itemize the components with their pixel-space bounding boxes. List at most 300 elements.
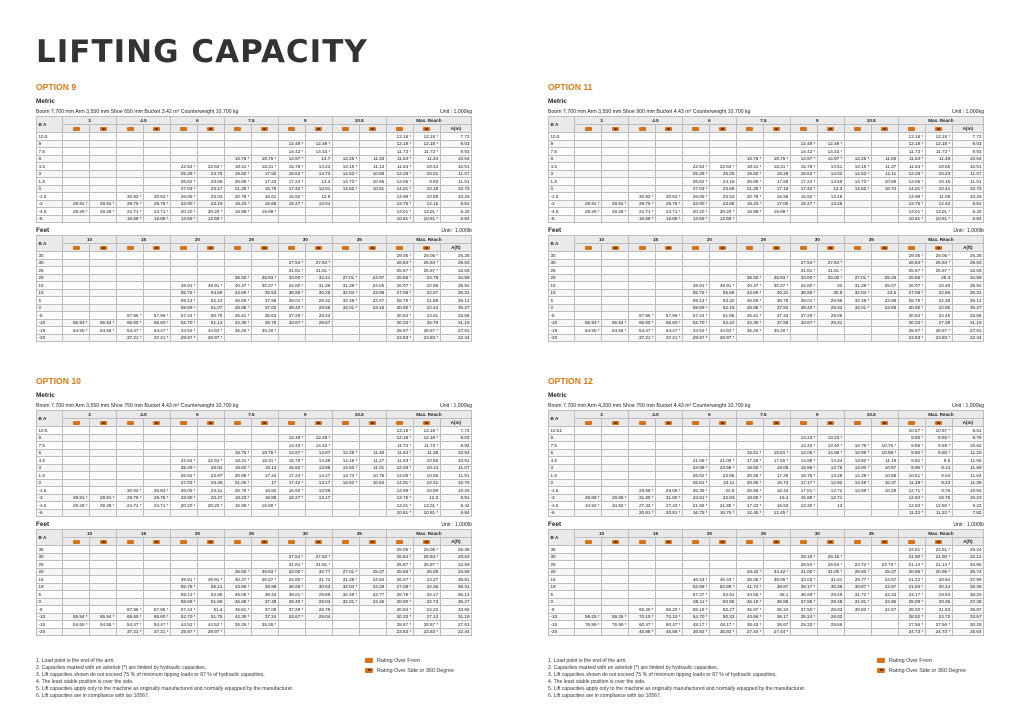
capacity-cell	[117, 464, 144, 472]
capacity-cell: 26.82 *	[170, 472, 197, 480]
capacity-cell	[602, 252, 629, 260]
capacity-cell: 19.23 *	[224, 494, 251, 502]
capacity-cell	[305, 215, 332, 223]
rating-over-side-icon	[881, 540, 888, 544]
capacity-cell	[575, 297, 602, 305]
rating-over-side-icon	[935, 540, 942, 544]
capacity-cell	[602, 282, 629, 290]
side-icon-cell	[602, 538, 629, 546]
capacity-cell: 29.54 *	[817, 561, 844, 569]
capacity-cell	[251, 553, 278, 561]
capacity-cell	[197, 546, 224, 554]
capacity-cell: 31.80 *	[629, 494, 656, 502]
capacity-cell: 30.38	[817, 583, 844, 591]
capacity-cell: 16.75 *	[251, 155, 278, 163]
capacity-cell	[332, 327, 359, 335]
column-header-reach: 3	[575, 117, 629, 125]
capacity-cell: 26.84 *	[413, 553, 440, 561]
capacity-cell: 27.01 *	[332, 568, 359, 576]
notes-right	[548, 658, 805, 699]
capacity-cell: 11.56	[871, 155, 898, 163]
column-header-max-reach: Max. Reach	[898, 117, 983, 125]
capacity-cell: 54.47 *	[656, 327, 683, 335]
row-height-label: 1.5	[37, 472, 63, 480]
capacity-cell	[197, 509, 224, 517]
capacity-cell	[359, 267, 386, 275]
capacity-cell: 22.44	[440, 628, 471, 636]
row-height-label: 6	[549, 155, 575, 163]
capacity-cell: 23.83 *	[413, 334, 440, 342]
capacity-cell	[90, 561, 117, 569]
capacity-cell	[602, 472, 629, 480]
table-row	[37, 621, 472, 629]
capacity-cell: 35.26 *	[251, 327, 278, 335]
capacity-cell	[602, 546, 629, 554]
capacity-cell: 50.27	[709, 606, 736, 614]
capacity-cell: 52.88 *	[709, 583, 736, 591]
row-height-label: -4.5	[549, 502, 575, 510]
capacity-cell: 52.70 *	[170, 319, 197, 327]
table-row	[549, 282, 984, 290]
capacity-cell: 37.21 *	[117, 334, 144, 342]
capacity-cell: 31.81 *	[790, 267, 817, 275]
capacity-cell	[575, 598, 602, 606]
capacity-cell	[629, 252, 656, 260]
row-height-label: 30	[37, 259, 63, 267]
capacity-cell: 55.68	[709, 289, 736, 297]
capacity-cell	[305, 208, 332, 216]
capacity-cell	[790, 208, 817, 216]
capacity-cell	[602, 170, 629, 178]
capacity-cell: 9.04	[925, 472, 952, 480]
capacity-cell: 36.65 *	[278, 583, 305, 591]
rating-over-front-icon	[127, 246, 134, 250]
capacity-cell	[656, 170, 683, 178]
capacity-cell: 18.13	[251, 464, 278, 472]
capacity-cell: 14.43 *	[790, 148, 817, 156]
capacity-cell	[871, 509, 898, 517]
front-icon-cell	[63, 125, 90, 133]
column-header-reach: 35	[332, 236, 386, 244]
capacity-cell	[197, 561, 224, 569]
capacity-cell	[817, 334, 844, 342]
legend-front-label: Rating Over Front	[377, 658, 420, 664]
capacity-cell: 11.64 *	[386, 449, 413, 457]
capacity-cell	[170, 133, 197, 141]
capacity-cell	[359, 334, 386, 342]
capacity-cell: 11.73 *	[386, 148, 413, 156]
capacity-cell	[602, 185, 629, 193]
capacity-cell: 52.70 *	[170, 613, 197, 621]
capacity-cell: 27.13	[413, 613, 440, 621]
capacity-cell: 10.23	[925, 170, 952, 178]
capacity-cell: 10.99	[413, 487, 440, 495]
capacity-cell: 15.27 *	[278, 494, 305, 502]
capacity-cell: 36.13	[440, 591, 471, 599]
rating-over-side-icon	[719, 421, 726, 425]
capacity-cell: 28.67 *	[413, 327, 440, 335]
capacity-cell: 30.63	[305, 583, 332, 591]
column-header-max-reach: Max. Reach	[898, 236, 983, 244]
capacity-cell: 38.40 *	[278, 304, 305, 312]
capacity-cell	[170, 568, 197, 576]
capacity-cell: 30.87 *	[844, 583, 871, 591]
capacity-cell	[602, 598, 629, 606]
capacity-cell: 17.24 *	[278, 178, 305, 186]
capacity-cell	[629, 553, 656, 561]
capacity-cell: 28.67 *	[925, 327, 952, 335]
row-height-label: 4.5	[37, 163, 63, 171]
capacity-cell: 17.44	[251, 472, 278, 480]
capacity-cell: 28.03	[817, 613, 844, 621]
capacity-cell: 40.37 *	[251, 282, 278, 290]
capacity-cell: 29.91 *	[602, 200, 629, 208]
table-row	[37, 334, 472, 342]
capacity-cell: 13.18 *	[898, 133, 925, 141]
column-header-reach: 3	[63, 117, 117, 125]
capacity-cell	[144, 576, 171, 584]
capacity-cell: 13.89	[305, 464, 332, 472]
capacity-cell	[359, 252, 386, 260]
table-icon-row	[549, 125, 984, 133]
column-header-reach: 20	[170, 530, 224, 538]
capacity-cell	[656, 267, 683, 275]
capacity-cell: 39.53	[251, 289, 278, 297]
capacity-cell: 22.07	[413, 289, 440, 297]
capacity-cell: 29.28 *	[90, 502, 117, 510]
capacity-cell	[682, 561, 709, 569]
capacity-cell	[90, 304, 117, 312]
capacity-cell: 33.67 *	[278, 613, 305, 621]
capacity-cell: 29.97 *	[197, 334, 224, 342]
legend-side	[365, 666, 454, 676]
rating-over-front-icon	[585, 421, 592, 425]
column-header-distance: A(ft)	[952, 538, 983, 546]
row-height-label: -20	[37, 628, 63, 636]
column-header-reach: 3	[575, 411, 629, 419]
side-icon-cell	[817, 538, 844, 546]
capacity-cell: 13.18 *	[413, 133, 440, 141]
row-height-label: -20	[37, 334, 63, 342]
rating-over-front-icon	[854, 127, 861, 131]
capacity-cell	[63, 215, 90, 223]
capacity-cell: 10.67 *	[925, 427, 952, 435]
capacity-cell	[763, 434, 790, 442]
capacity-cell: 11.55	[952, 457, 983, 465]
capacity-cell	[682, 140, 709, 148]
unit-label-lb: Unit : 1,000lb	[441, 228, 472, 234]
capacity-cell: 12.15	[413, 200, 440, 208]
capacity-cell: 12.49 *	[278, 434, 305, 442]
column-header-distance: A(m)	[440, 419, 471, 427]
capacity-cell: 65.94 *	[602, 319, 629, 327]
capacity-cell	[90, 259, 117, 267]
capacity-cell	[602, 583, 629, 591]
capacity-cell: 13.50 *	[844, 457, 871, 465]
rating-over-front-icon	[365, 658, 373, 663]
capacity-cell	[197, 133, 224, 141]
row-height-label: 3	[549, 170, 575, 178]
capacity-cell: 14.73 *	[844, 178, 871, 186]
capacity-cell: 33.00 *	[278, 568, 305, 576]
row-height-label: 20	[549, 274, 575, 282]
capacity-cell	[682, 568, 709, 576]
capacity-cell: 10.75	[952, 185, 983, 193]
capacity-cell	[871, 427, 898, 435]
row-height-label: 6	[37, 449, 63, 457]
column-header-reach: 15	[117, 530, 171, 538]
capacity-cell: 9.93	[440, 148, 471, 156]
capacity-cell: 16.82	[251, 487, 278, 495]
capacity-cell: 7.82	[952, 509, 983, 517]
capacity-cell	[629, 289, 656, 297]
capacity-cell: 27.54 *	[817, 259, 844, 267]
capacity-cell: 13.01	[305, 200, 332, 208]
table-row	[549, 215, 984, 223]
front-icon-cell	[682, 125, 709, 133]
capacity-cell: 11.73 *	[413, 148, 440, 156]
feet-capacity-table	[36, 235, 472, 342]
metric-section-title: Metric	[548, 98, 567, 105]
capacity-cell	[170, 546, 197, 554]
capacity-cell: 26.07 *	[386, 576, 413, 584]
capacity-cell	[844, 252, 871, 260]
capacity-cell: 30.33 *	[386, 613, 413, 621]
front-icon-cell	[629, 125, 656, 133]
capacity-cell	[305, 628, 332, 636]
rating-over-side-icon	[773, 421, 780, 425]
capacity-cell	[709, 449, 736, 457]
capacity-cell	[197, 449, 224, 457]
capacity-cell: 54.47 *	[117, 327, 144, 335]
rating-over-side-icon	[612, 246, 619, 250]
capacity-cell	[144, 252, 171, 260]
side-icon-cell	[871, 538, 898, 546]
capacity-cell: 21.14 *	[898, 561, 925, 569]
front-icon-cell	[386, 538, 413, 546]
capacity-cell	[656, 297, 683, 305]
capacity-cell: 49.91 *	[682, 282, 709, 290]
capacity-cell: 27.08 *	[386, 289, 413, 297]
capacity-cell	[575, 155, 602, 163]
capacity-cell: 23.45	[197, 479, 224, 487]
rating-over-front-icon	[908, 127, 915, 131]
capacity-cell	[656, 427, 683, 435]
row-height-label: -15	[37, 621, 63, 629]
capacity-cell	[332, 606, 359, 614]
capacity-cell: 22.38	[925, 297, 952, 305]
side-icon-cell	[305, 125, 332, 133]
row-height-label: -5	[37, 312, 63, 320]
capacity-cell: 16.92 *	[790, 193, 817, 201]
capacity-cell	[170, 259, 197, 267]
option-title: OPTION 10	[36, 376, 81, 386]
front-icon-cell	[844, 538, 871, 546]
capacity-cell	[63, 576, 90, 584]
capacity-cell: 16.62 *	[278, 464, 305, 472]
capacity-cell	[736, 252, 763, 260]
capacity-cell: 25.87 *	[925, 267, 952, 275]
row-height-label: 10	[549, 289, 575, 297]
front-icon-cell	[736, 419, 763, 427]
table-row	[549, 457, 984, 465]
capacity-cell: 28.79 *	[386, 591, 413, 599]
capacity-cell: 10.26	[952, 193, 983, 201]
capacity-cell: 27.38	[925, 319, 952, 327]
row-height-label: -10	[37, 319, 63, 327]
table-icon-row	[37, 244, 472, 252]
capacity-cell: 14.52 *	[332, 479, 359, 487]
capacity-cell	[575, 628, 602, 636]
capacity-cell	[90, 449, 117, 457]
capacity-cell: 14.97 *	[278, 449, 305, 457]
capacity-cell: 23.99	[871, 297, 898, 305]
capacity-cell	[144, 591, 171, 599]
capacity-cell: 36.93 *	[224, 568, 251, 576]
metric-section-title: Metric	[36, 98, 55, 105]
capacity-cell	[359, 148, 386, 156]
capacity-cell	[709, 148, 736, 156]
capacity-cell: 11.01	[440, 472, 471, 480]
capacity-cell	[602, 155, 629, 163]
row-height-label: 25	[37, 267, 63, 275]
capacity-cell: 12.71	[817, 494, 844, 502]
front-icon-cell	[736, 125, 763, 133]
capacity-cell	[359, 628, 386, 636]
capacity-cell: 31.28 *	[844, 282, 871, 290]
capacity-cell	[197, 140, 224, 148]
capacity-cell: 11.83 *	[898, 163, 925, 171]
capacity-cell	[224, 561, 251, 569]
capacity-cell: 29.63	[440, 553, 471, 561]
metric-capacity-table	[548, 116, 984, 223]
capacity-cell	[197, 427, 224, 435]
capacity-cell	[656, 457, 683, 465]
row-height-label: 6	[549, 449, 575, 457]
rating-over-side-icon	[315, 421, 322, 425]
capacity-cell	[656, 442, 683, 450]
rating-over-side-icon	[315, 246, 322, 250]
capacity-cell	[575, 133, 602, 141]
table-row	[549, 553, 984, 561]
capacity-cell: 26.07 *	[898, 282, 925, 290]
capacity-cell: 26.39 *	[682, 487, 709, 495]
column-header-reach: 15	[629, 530, 683, 538]
column-header-reach: 4.5	[629, 117, 683, 125]
capacity-cell: 22.44	[413, 304, 440, 312]
capacity-cell: 26.84 *	[898, 259, 925, 267]
capacity-cell: 14.19 *	[332, 457, 359, 465]
capacity-cell	[63, 561, 90, 569]
rating-over-front-icon	[288, 246, 295, 250]
table-row	[549, 178, 984, 186]
capacity-cell	[656, 553, 683, 561]
footnote: 5. Lift capacities apply only to the machine as originally manufactured and normally equipped by the manufacturer.	[548, 685, 806, 692]
capacity-cell	[359, 621, 386, 629]
row-height-label: -4.5	[37, 502, 63, 510]
capacity-cell	[63, 591, 90, 599]
capacity-cell: 12.49 *	[790, 140, 817, 148]
table-row	[37, 479, 472, 487]
capacity-cell	[90, 215, 117, 223]
capacity-cell	[144, 598, 171, 606]
table-row	[549, 509, 984, 517]
capacity-cell	[117, 553, 144, 561]
column-header-max-reach: Max. Reach	[386, 411, 471, 419]
capacity-cell	[763, 561, 790, 569]
capacity-cell: 32.48 *	[844, 297, 871, 305]
capacity-cell: 17.92	[251, 170, 278, 178]
capacity-cell	[575, 334, 602, 342]
capacity-cell: 57.44 *	[682, 312, 709, 320]
rating-over-side-icon	[827, 246, 834, 250]
row-height-label: 3	[37, 170, 63, 178]
row-height-label: 10.51	[549, 427, 575, 435]
capacity-cell: 65.94 *	[90, 613, 117, 621]
table-icon-row	[549, 419, 984, 427]
feet-section-header	[36, 521, 472, 529]
rating-over-side-icon	[423, 421, 430, 425]
table-row	[37, 140, 472, 148]
capacity-cell	[871, 494, 898, 502]
capacity-cell: 23.53	[709, 193, 736, 201]
capacity-cell: 65.60 *	[117, 613, 144, 621]
capacity-cell: 65.20 *	[656, 606, 683, 614]
capacity-cell: 17.42 *	[278, 185, 305, 193]
rating-over-front-icon	[288, 540, 295, 544]
capacity-cell: 31.19	[440, 319, 471, 327]
capacity-cell	[359, 502, 386, 510]
table-row	[549, 502, 984, 510]
capacity-cell: 13.01 *	[386, 502, 413, 510]
capacity-cell: 35.26 *	[224, 621, 251, 629]
rating-over-front-icon	[73, 246, 80, 250]
table-icon-row	[37, 419, 472, 427]
row-height-label: 1.5	[37, 178, 63, 186]
capacity-cell: 26.88 *	[602, 494, 629, 502]
capacity-cell: 64.55 *	[602, 327, 629, 335]
side-icon-cell	[359, 244, 386, 252]
rating-over-front-icon	[127, 540, 134, 544]
capacity-cell: 22.95	[925, 304, 952, 312]
column-header-reach: 35	[844, 236, 898, 244]
capacity-cell: 13.76 *	[386, 494, 413, 502]
capacity-cell	[117, 598, 144, 606]
capacity-cell	[602, 178, 629, 186]
capacity-cell: 32.48 *	[332, 297, 359, 305]
capacity-cell: 54.59	[197, 289, 224, 297]
capacity-cell: 55.75 *	[682, 289, 709, 297]
rating-over-side-icon	[261, 127, 268, 131]
capacity-cell: 13.01 *	[925, 208, 952, 216]
front-icon-cell	[117, 419, 144, 427]
column-header-reach: 10	[575, 236, 629, 244]
capacity-cell	[117, 509, 144, 517]
capacity-cell: 10.28	[871, 487, 898, 495]
capacity-cell: 24.97	[359, 274, 386, 282]
capacity-cell: 26.05 *	[170, 193, 197, 201]
capacity-cell	[575, 591, 602, 599]
capacity-cell	[224, 509, 251, 517]
table-row	[549, 208, 984, 216]
capacity-cell: 33.66	[952, 312, 983, 320]
rating-over-side-icon	[612, 127, 619, 131]
capacity-cell	[656, 546, 683, 554]
capacity-cell: 14.7	[305, 155, 332, 163]
capacity-cell: 29.28 *	[602, 208, 629, 216]
capacity-cell	[332, 621, 359, 629]
capacity-cell: 22.44	[440, 334, 471, 342]
